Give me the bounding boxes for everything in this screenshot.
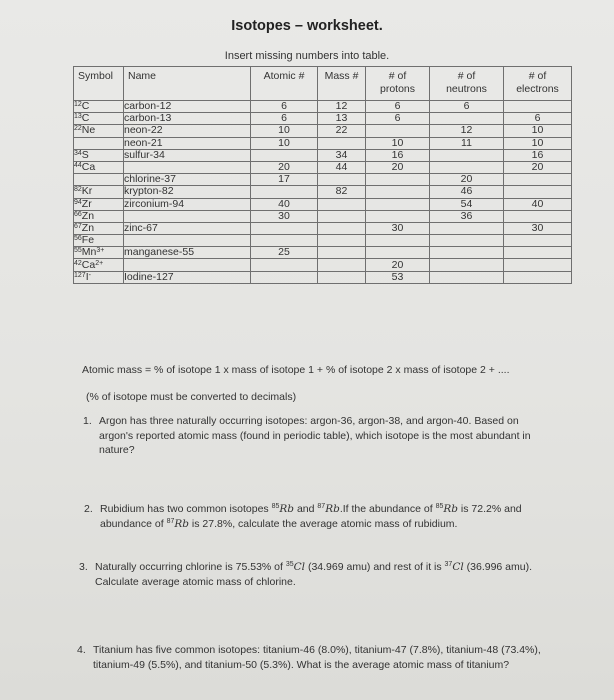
symbol-mass-number: 127 [74, 271, 86, 279]
electrons-count[interactable] [504, 101, 572, 113]
neutrons-count[interactable] [430, 161, 504, 173]
isotope-symbol[interactable] [74, 210, 124, 222]
protons-count[interactable]: 20 [366, 161, 430, 173]
electrons-count[interactable] [504, 271, 572, 283]
table-row [74, 210, 572, 222]
q2-text-part: is 27.8%, calculate the average atomic mass of rubidium. [189, 517, 458, 530]
symbol-element: Ca [81, 258, 96, 271]
isotope-symbol[interactable] [74, 161, 124, 173]
header-atomic-number: Atomic # [251, 67, 318, 101]
isotope-symbol[interactable] [74, 271, 124, 283]
neutrons-count[interactable]: 54 [430, 198, 504, 210]
header-protons-line2: protons [379, 83, 416, 95]
mass-number[interactable]: 44 [318, 161, 366, 173]
atomic-mass-formula: Atomic mass = % of isotope 1 x mass of isotope 1 + % of isotope 2 x mass of isotope 2 + .... [82, 364, 510, 376]
header-symbol: Symbol [74, 67, 124, 101]
neutrons-count[interactable] [430, 149, 504, 161]
electrons-count[interactable]: 10 [504, 125, 572, 137]
q2-text-part: and [294, 503, 318, 515]
isotope-name[interactable]: zinc-67 [124, 222, 251, 234]
isotope-symbol[interactable] [74, 113, 124, 125]
table-row [74, 174, 572, 186]
table-row [74, 222, 572, 234]
header-electrons [504, 67, 572, 101]
isotope-name[interactable]: carbon-13 [124, 113, 251, 125]
q3-text-part: Naturally occurring chlorine is 75.53% of [95, 561, 286, 573]
question-number: 4. [77, 644, 86, 656]
table-row [74, 259, 572, 271]
neutrons-count[interactable] [430, 247, 504, 259]
header-name: Name [124, 67, 251, 101]
symbol-element: Zr [81, 197, 92, 210]
cl-symbol: Cl [293, 561, 306, 573]
table-row [74, 149, 572, 161]
symbol-mass-number: 67 [74, 222, 82, 230]
protons-count[interactable] [366, 186, 430, 198]
mass-number[interactable]: 82 [318, 186, 366, 198]
table-row [74, 125, 572, 137]
symbol-charge: - [88, 271, 91, 279]
table-header-row [74, 67, 572, 101]
table-row [74, 113, 572, 125]
isotope-name[interactable]: zirconium-94 [124, 198, 251, 210]
protons-count[interactable] [366, 247, 430, 259]
symbol-element: Kr [81, 185, 93, 198]
rb-symbol: Rb [443, 503, 459, 515]
protons-count[interactable] [366, 125, 430, 137]
isotope-name[interactable]: Iodine-127 [124, 271, 251, 283]
neutrons-count[interactable] [430, 259, 504, 271]
atomic-number[interactable]: 20 [251, 161, 318, 173]
protons-count[interactable]: 10 [366, 137, 430, 149]
neutrons-count[interactable] [430, 235, 504, 247]
rb-symbol: Rb [279, 503, 295, 515]
neutrons-count[interactable] [430, 113, 504, 125]
protons-count[interactable]: 53 [366, 271, 430, 283]
cl-symbol: Cl [452, 561, 464, 573]
header-protons-line1: # of [388, 70, 407, 82]
isotope-symbol[interactable] [74, 174, 124, 186]
header-neutrons [430, 67, 504, 101]
isotope-name[interactable]: carbon-12 [124, 101, 251, 113]
table-row [74, 247, 572, 259]
mass-number[interactable] [318, 210, 366, 222]
neutrons-count[interactable]: 12 [430, 125, 504, 137]
header-electrons-line2: electrons [516, 83, 559, 95]
electrons-count[interactable] [504, 174, 572, 186]
mass-number[interactable] [318, 222, 366, 234]
table-row [74, 161, 572, 173]
atomic-number[interactable]: 10 [251, 125, 318, 137]
atomic-number[interactable] [251, 271, 318, 283]
atomic-number[interactable]: 10 [251, 137, 318, 149]
decimal-note: (% of isotope must be converted to decimals) [86, 391, 297, 403]
electrons-count[interactable]: 16 [504, 149, 572, 161]
mass-number[interactable] [318, 271, 366, 283]
isotope-symbol[interactable] [74, 247, 124, 259]
neutrons-count[interactable]: 46 [430, 186, 504, 198]
neutrons-count[interactable]: 36 [430, 210, 504, 222]
isotope-symbol[interactable] [74, 186, 124, 198]
mass-number[interactable] [318, 247, 366, 259]
q2-text-part: Rubidium has two common isotopes [100, 503, 272, 515]
neutrons-count[interactable] [430, 271, 504, 283]
header-neutrons-line2: neutrons [446, 83, 487, 95]
atomic-number[interactable]: 6 [251, 113, 318, 125]
electrons-count[interactable]: 20 [504, 161, 572, 173]
worksheet-instructions: Insert missing numbers into table. [224, 50, 390, 62]
atomic-number[interactable]: 40 [251, 198, 318, 210]
rb-symbol: Rb [325, 503, 340, 515]
symbol-charge: 2+ [95, 259, 104, 267]
isotope-symbol[interactable] [74, 259, 124, 271]
cl35-mass-number: 35 [285, 561, 294, 568]
isotope-name[interactable]: sulfur-34 [124, 149, 251, 161]
atomic-number[interactable] [251, 222, 318, 234]
electrons-count[interactable]: 6 [504, 113, 572, 125]
question-4 [77, 643, 557, 672]
symbol-mass-number: 42 [74, 259, 82, 267]
electrons-count[interactable]: 10 [504, 137, 572, 149]
neutrons-count[interactable]: 20 [430, 174, 504, 186]
atomic-number[interactable]: 30 [251, 210, 318, 222]
atomic-number[interactable]: 25 [251, 247, 318, 259]
electrons-count[interactable] [504, 235, 572, 247]
q2-text-part: is 72.2% and abundance of [100, 503, 522, 530]
symbol-mass-number: 55 [74, 247, 82, 255]
electrons-count[interactable] [504, 247, 572, 259]
symbol-element: C [81, 100, 90, 113]
question-1 [83, 414, 553, 458]
header-electrons-line1: # of [528, 70, 547, 82]
isotope-symbol[interactable] [74, 101, 124, 113]
mass-number[interactable]: 22 [318, 125, 366, 137]
isotope-symbol[interactable] [74, 125, 124, 137]
symbol-element: C [81, 112, 90, 125]
protons-count[interactable]: 16 [366, 149, 430, 161]
rb87-mass-number: 87 [317, 503, 326, 510]
isotope-name[interactable] [124, 259, 251, 271]
cl37-mass-number: 37 [444, 561, 453, 568]
question-3 [79, 560, 559, 589]
isotope-name[interactable]: manganese-55 [124, 247, 251, 259]
symbol-mass-number: 22 [74, 125, 82, 133]
isotopes-table [73, 66, 572, 284]
protons-count[interactable] [366, 235, 430, 247]
isotope-symbol[interactable] [74, 198, 124, 210]
question-number: 1. [83, 415, 92, 427]
protons-count[interactable] [366, 198, 430, 210]
atomic-number[interactable]: 17 [251, 174, 318, 186]
symbol-element: S [81, 148, 89, 161]
symbol-mass-number: 94 [74, 198, 82, 206]
symbol-element: Fe [81, 234, 95, 247]
rb87-mass-number: 87 [166, 517, 175, 525]
question-text: Titanium has five common isotopes: titanium-46 (8.0%), titanium-47 (7.8%), titanium-48 (73.4%), titanium-49 (5.5%), and titanium-50 (5.3%). What is the average atomic mass of titanium? [93, 644, 541, 671]
rb85-mass-number: 85 [435, 503, 444, 510]
protons-count[interactable]: 30 [366, 222, 430, 234]
symbol-charge: 3+ [96, 247, 105, 255]
mass-number[interactable]: 13 [318, 113, 366, 125]
isotope-symbol[interactable] [74, 137, 124, 149]
electrons-count[interactable]: 40 [504, 198, 572, 210]
protons-count[interactable]: 6 [366, 113, 430, 125]
rb-symbol: Rb [174, 517, 189, 530]
symbol-mass-number: 44 [74, 162, 82, 170]
symbol-element: Ca [81, 161, 96, 174]
q2-text-part: .If the abundance of [339, 503, 436, 515]
protons-count[interactable]: 20 [366, 259, 430, 271]
isotope-name[interactable]: krypton-82 [124, 186, 251, 198]
protons-count[interactable] [366, 174, 430, 186]
electrons-count[interactable] [504, 259, 572, 271]
symbol-mass-number: 56 [74, 235, 82, 243]
mass-number[interactable]: 12 [318, 101, 366, 113]
worksheet-title: Isotopes – worksheet. [231, 18, 383, 34]
question-number: 3. [79, 561, 88, 573]
symbol-mass-number: 66 [74, 210, 82, 218]
isotope-name[interactable]: chlorine-37 [124, 174, 251, 186]
protons-count[interactable]: 6 [366, 101, 430, 113]
header-mass-number: Mass # [318, 67, 366, 101]
isotope-symbol[interactable] [74, 149, 124, 161]
question-text: Argon has three naturally occurring isotopes: argon-36, argon-38, and argon-40. Based on argon's reported atomic mass (found in periodic table), which isotope is the most abundant in nature? [99, 415, 531, 456]
neutrons-count[interactable]: 11 [430, 137, 504, 149]
atomic-number[interactable] [251, 259, 318, 271]
mass-number[interactable] [318, 235, 366, 247]
table-row [74, 137, 572, 149]
electrons-count[interactable] [504, 210, 572, 222]
symbol-mass-number: 82 [74, 186, 82, 194]
question-text [100, 502, 554, 531]
table-row [74, 235, 572, 247]
rb85-mass-number: 85 [271, 503, 280, 510]
q3-text-part: (34.969 amu) and rest of it is [305, 561, 445, 573]
atomic-number[interactable] [251, 149, 318, 161]
electrons-count[interactable] [504, 186, 572, 198]
question-text [95, 560, 559, 589]
atomic-number[interactable] [251, 186, 318, 198]
mass-number[interactable] [318, 198, 366, 210]
table-row [74, 198, 572, 210]
header-protons [366, 67, 430, 101]
mass-number[interactable]: 34 [318, 149, 366, 161]
question-number: 2. [84, 503, 93, 515]
symbol-element: Zn [81, 209, 95, 222]
mass-number[interactable] [318, 137, 366, 149]
symbol-element: Mn [81, 246, 97, 259]
symbol-element: Zn [81, 221, 95, 234]
q3-text-part: (36.996 amu). Calculate average atomic mass of chlorine. [95, 561, 533, 588]
table-row [74, 271, 572, 283]
question-2 [84, 502, 554, 531]
symbol-mass-number: 13 [74, 113, 82, 121]
table-row [74, 101, 572, 113]
symbol-mass-number: 12 [74, 101, 82, 109]
isotope-name[interactable]: neon-22 [124, 125, 251, 137]
atomic-number[interactable]: 6 [251, 101, 318, 113]
protons-count[interactable] [366, 210, 430, 222]
isotope-name[interactable] [124, 210, 251, 222]
neutrons-count[interactable] [430, 222, 504, 234]
mass-number[interactable] [318, 174, 366, 186]
atomic-number[interactable] [251, 235, 318, 247]
table-row [74, 186, 572, 198]
mass-number[interactable] [318, 259, 366, 271]
symbol-mass-number: 34 [74, 149, 82, 157]
header-neutrons-line1: # of [457, 70, 476, 82]
symbol-element: Ne [81, 124, 96, 137]
symbol-element: I [85, 270, 89, 283]
isotopes-table-body [74, 101, 572, 284]
neutrons-count[interactable]: 6 [430, 101, 504, 113]
isotope-name[interactable] [124, 161, 251, 173]
isotope-symbol[interactable] [74, 222, 124, 234]
isotope-symbol[interactable] [74, 235, 124, 247]
isotope-name[interactable] [124, 235, 251, 247]
electrons-count[interactable]: 30 [504, 222, 572, 234]
isotope-name[interactable]: neon-21 [124, 137, 251, 149]
